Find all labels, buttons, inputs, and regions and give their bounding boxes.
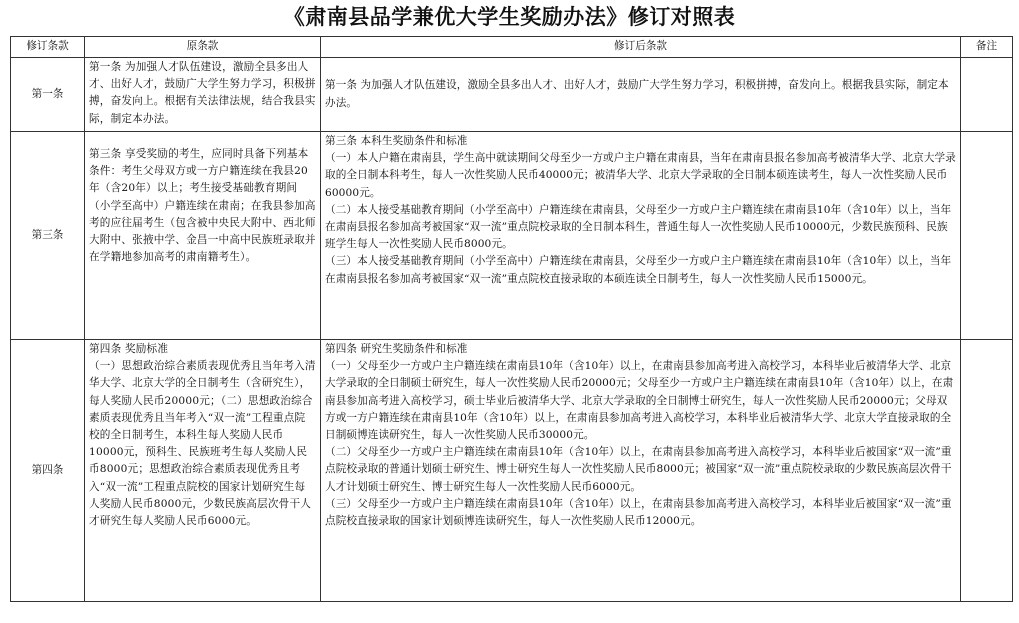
row-label: 第一条 [11,58,85,132]
table-row [11,340,1013,602]
header-revised: 修订后条款 [321,37,961,58]
original-paragraph: 第一条 为加强人才队伍建设，激励全县多出人才、出好人才，鼓励广大学生努力学习，积极拼搏，奋发向上。根据有关法律法规，结合我县实际，制定本办法。 [89,61,316,125]
revised-paragraph: 第一条 为加强人才队伍建设，激励全县多出人才、出好人才，鼓励广大学生努力学习，积极拼搏，奋发向上。根据我县实际，制定本办法。 [325,79,949,109]
revised-paragraph: （二）父母至少一方或户主户籍连续在肃南县10年（含10年）以上，在肃南县参加高考进入高校学习，本科毕业后被国家“双一流”重点院校录取的普通计划硕士研究生、博士研究生每人一次性奖励人民币8000元；被国家“双一流”重点院校录取的少数民族高层次骨干人才计划硕士研究生、博士研究生每人一次性奖励人民币6000元。 [325,446,952,493]
original-heading: 第四条 奖励标准 [89,343,169,355]
header-row [11,37,1013,58]
table-row [11,58,1013,132]
revised-cell [321,58,961,132]
row-label: 第四条 [11,340,85,602]
revision-table [10,36,1013,602]
revised-heading: 第四条 研究生奖励条件和标准 [325,343,468,355]
remark-cell [961,340,1013,602]
row-label: 第三条 [11,132,85,340]
original-paragraph: （一）思想政治综合素质表现优秀且当年考入清华大学、北京大学的全日制考生（含研究生），每人奖励人民币20000元；（二）思想政治综合素质表现优秀且当年考入“双一流”工程重点院校的全日制考生，本科生每人奖励人民币10000元，预科生、民族班考生每人奖励人民币8000元；思想政治综合素质表现优秀且考入“双一流”工程重点院校的国家计划研究生每人奖励人民币8000元，少数民族高层次骨干人才研究生每人奖励人民币6000元。 [89,360,316,528]
revised-paragraph: （二）本人接受基础教育期间（小学至高中）户籍连续在肃南县，父母至少一方或户主户籍连续在肃南县10年（含10年）以上，当年在肃南县报名参加高考被国家“双一流”重点院校录取的全日制本科生，普通生每人一次性奖励人民币10000元，少数民族预科、民族班学生每人一次性奖励人民币8000元。 [325,203,952,251]
remark-cell [961,132,1013,340]
header-remark: 备注 [961,37,1013,58]
original-cell [85,340,321,602]
document-title: 《肃南县品学兼优大学生奖励办法》修订对照表 [283,4,736,29]
original-cell [85,58,321,132]
revised-cell [321,340,961,602]
original-cell [85,132,321,340]
remark-cell [961,58,1013,132]
revised-cell [321,132,961,340]
revised-paragraph: （一）本人户籍在肃南县，学生高中就读期间父母至少一方或户主户籍在肃南县，当年在肃南县报名参加高考被清华大学、北京大学录取的全日制本科考生，每人一次性奖励人民币40000元；被清华大学、北京大学录取的全日制本硕连读考生，每人一次性奖励人民币60000元。 [325,152,956,199]
original-paragraph: 第三条 享受奖励的考生，应同时具备下列基本条件：考生父母双方或一方户籍连续在我县20年（含20年）以上；考生接受基础教育期间（小学至高中）户籍连续在肃南；在我县参加高考的应往届考生（包含被中央民大附中、西北师大附中、张掖中学、金昌一中高中民族班录取并在学籍地参加高考的肃南籍考生）。 [89,148,316,264]
header-article: 修订条款 [11,37,85,58]
revised-paragraph: （三）本人接受基础教育期间（小学至高中）户籍连续在肃南县，父母至少一方或户主户籍连续在肃南县10年（含10年）以上，当年在肃南县报名参加高考被国家“双一流”重点院校直接录取的本硕连读全日制考生，每人一次性奖励人民币15000元。 [325,255,952,285]
revised-paragraph: （一）父母至少一方或户主户籍连续在肃南县10年（含10年）以上，在肃南县参加高考进入高校学习，本科毕业后被清华大学、北京大学录取的全日制硕士研究生，每人一次性奖励人民币20000元；父母至少一方或户主户籍连续在肃南县10年（含10年）以上，在肃南县参加高考进入高校学习，硕士毕业后被清华大学、北京大学录取的全日制博士研究生，每人一次性奖励人民币20000元；父母双方或一方户籍连续在肃南县10年（含10年）以上，在肃南县参加高考进入高校学习，本科毕业后被清华大学、北京大学直接录取的全日制硕博连读研究生，每人一次性奖励人民币30000元。 [325,360,954,442]
revised-heading: 第三条 本科生奖励条件和标准 [325,135,468,147]
revised-paragraph: （三）父母至少一方或户主户籍连续在肃南县10年（含10年）以上，在肃南县参加高考进入高校学习，本科毕业后被国家“双一流”重点院校直接录取的国家计划硕博连读研究生，每人一次性奖励人民币12000元。 [325,497,952,528]
table-row [11,132,1013,340]
header-original: 原条款 [85,37,321,58]
